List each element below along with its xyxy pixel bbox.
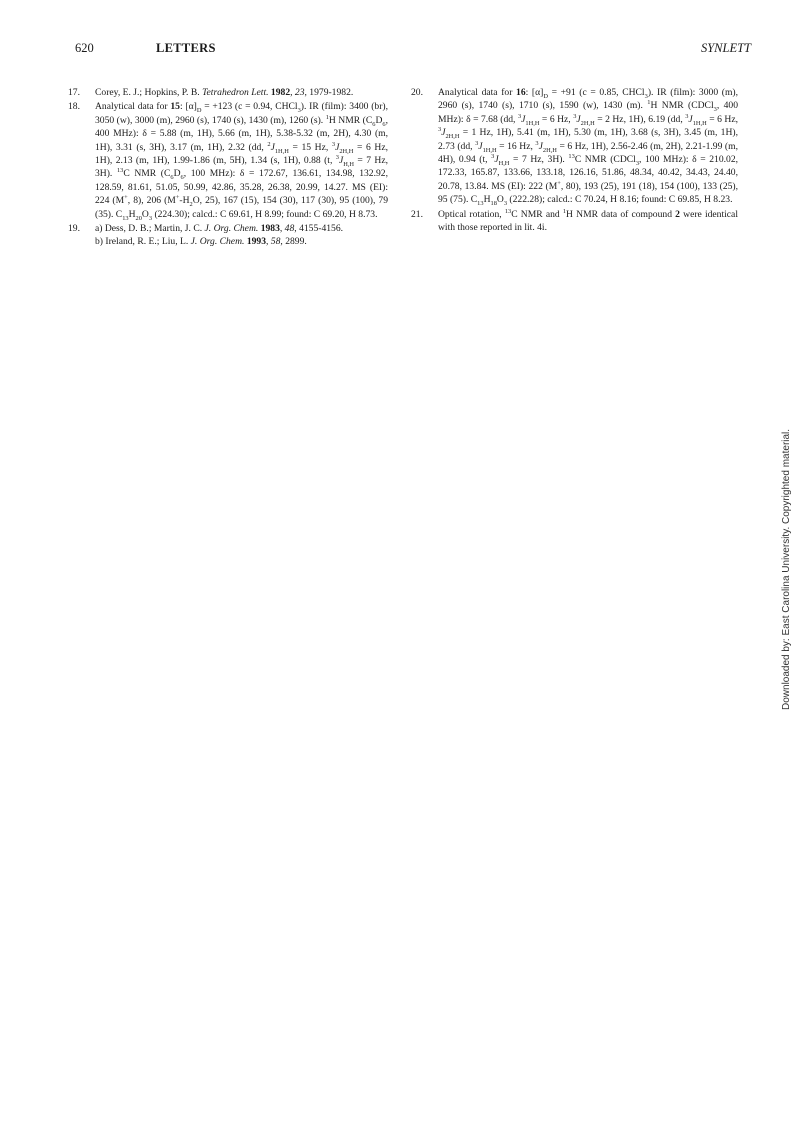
reference-number: 17. <box>68 87 80 98</box>
left-column <box>68 86 388 250</box>
section-title: LETTERS <box>156 41 216 55</box>
reference-text: a) Dess, D. B.; Martin, J. C. J. Org. Chem. 1983, 48, 4155-4156. b) Ireland, R. E.; Liu, L. J. Org. Chem. 1993, 58, 2899. <box>95 223 344 248</box>
reference-number: 20. <box>411 87 423 98</box>
page-header <box>0 41 793 61</box>
reference-text: Analytical data for 16: $[\alpha]_D = +91$ (c = 0.85, CHCl$_3$). IR (film): 3000 (m), 2960 (s), 1740 (s), 1710 (s), 1590 (w), 1430 (m). $^1$H NMR (CDCl$_3$, 400 MHz): δ = 7.68 (dd, $^3J_{1H,H} = 6$ Hz, $^3J_{2H,H} = 2$ Hz, 1H), 6.19 (dd, $^3J_{1H,H} = 6$ Hz, $^3J_{2H,H} = 1$ Hz, 1H), 5.41 (m, 1H), 5.30 (m, 1H), 3.68 (s, 3H), 3.45 (m, 1H), 2.73 (dd, $^3J_{1H,H} = 16$ Hz, $^3J_{2H,H} = 6$ Hz, 1H), 2.56-2.46 (m, 2H), 2.21-1.99 (m, 4H), 0.94 (t, $^3J_{H,H} = 7$ Hz, 3H). $^{13}$C NMR (CDCl$_3$, 100 MHz): δ = 210.02, 172.33, 165.87, 133.66, 133.18, 126.16, 51.86, 48.34, 40.42, 34.43, 24.40, 20.78, 13.84. MS (EI): 222 (M+, 80), 193 (25), 191 (18), 154 (100), 133 (25), 95 (75). $C_{13}H_{18}O_3$ (222.28); calcd.: C 70.24, H 8.16; found: C 69.85, H 8.23. <box>438 87 739 208</box>
reference-number: 19. <box>68 223 80 235</box>
reference-number: 21. <box>411 208 423 220</box>
download-watermark: Downloaded by: East Carolina University. Copyrighted material. <box>781 428 792 710</box>
reference-19 <box>68 222 388 249</box>
reference-21 <box>411 208 738 235</box>
reference-text: Optical rotation, $^{13}$C NMR and $^1$H NMR data of compound 2 were identical with those reported in lit. 4i. <box>438 207 738 234</box>
journal-name: SYNLETT <box>700 41 751 55</box>
right-column <box>411 86 738 235</box>
reference-text: Analytical data for 15: $[\alpha]_D = +123$ (c = 0.94, CHCl$_3$). IR (film): 3400 (br), 3050 (w), 3000 (m), 2960 (s), 1740 (s), 1430 (m), 1260 (s). $^1$H NMR ($C_6D_6$, 400 MHz): δ = 5.88 (m, 1H), 5.66 (m, 1H), 5.38-5.32 (m, 2H), 4.30 (m, 1H), 3.31 (s, 3H), 3.17 (m, 1H), 2.32 (dd, $^2J_{1H,H} = 15$ Hz, $^3J_{2H,H} = 6$ Hz, 1H), 2.13 (m, 1H), 1.99-1.86 (m, 5H), 1.34 (s, 1H), 0.88 (t, $^3J_{H,H} = 7$ Hz, 3H). $^{13}$C NMR ($C_6D_6$, 100 MHz): δ = 172.67, 136.61, 134.98, 132.92, 128.59, 81.61, 51.05, 50.99, 42.86, 35.28, 26.38, 20.99, 14.27. MS (EI): 224 (M+, 8), 206 ($M^+-H_2O$, 25), 167 (15), 154 (30), 117 (30), 95 (100), 79 (35). $C_{13}H_{20}O_3$ (224.30); calcd.: C 69.61, H 8.99; found: C 69.20, H 8.73. <box>95 101 389 222</box>
reference-number: 18. <box>68 101 80 113</box>
reference-20 <box>411 86 738 207</box>
page-number: 620 <box>75 41 94 55</box>
reference-text: Corey, E. J.; Hopkins, P. B. Tetrahedron Lett. 1982, 23, 1979-1982. <box>95 87 354 98</box>
reference-18 <box>68 100 388 221</box>
reference-17 <box>68 86 388 99</box>
